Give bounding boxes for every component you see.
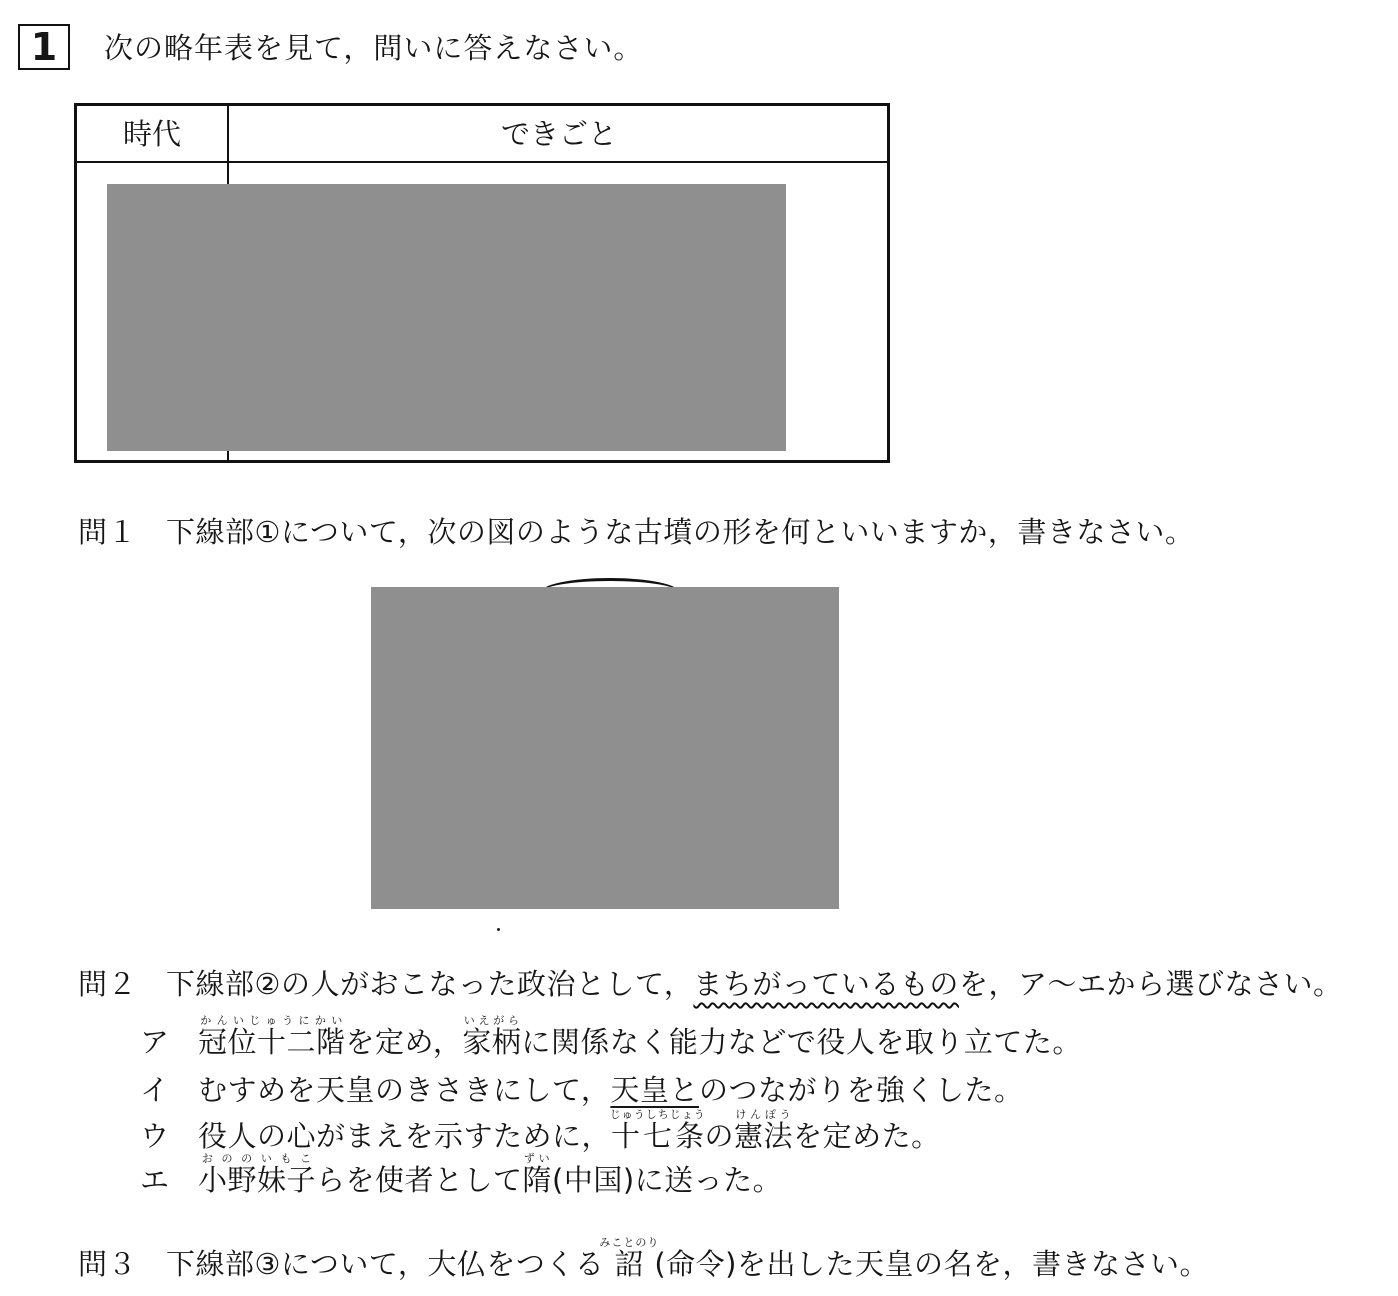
choice-a-text-1: を定め，	[345, 1025, 463, 1059]
question-2-text-after: を，ア～エから選びなさい。	[958, 967, 1343, 1001]
choice-a-label: ア	[140, 1025, 170, 1059]
choice-i-label: イ	[140, 1073, 170, 1107]
choice-i-underlined: 天皇と	[610, 1073, 699, 1107]
table-header-era: 時代	[122, 117, 181, 151]
redacted-kofun-figure	[371, 587, 839, 909]
choice-e-text-1: らを使者として	[316, 1163, 523, 1197]
choice-u-term-jushichijo: 十七条じゅうしちじょう	[609, 1108, 706, 1153]
question-2-label: 問２	[78, 967, 138, 1001]
choice-a	[140, 1014, 1082, 1061]
question-1-text: 下線部①について，次の図のような古墳の形を何といいますか，書きなさい。	[166, 515, 1195, 549]
choice-u-text-2: の	[704, 1119, 735, 1153]
choice-a-term-iegara: 家柄いえがら	[462, 1014, 522, 1059]
choice-u-label: ウ	[140, 1119, 170, 1153]
redacted-table-content	[107, 184, 786, 451]
choice-u	[140, 1108, 941, 1155]
question-number: 1	[30, 25, 58, 69]
choice-e-term-onono-imoko: 小野妹子おののいもこ	[198, 1152, 317, 1197]
question-2-emphasis: まちがっているもの	[693, 967, 959, 1001]
table-header-events: できごと	[500, 117, 617, 151]
question-2-text-before: 下線部②の人がおこなった政治として，	[166, 967, 694, 1001]
scan-dot	[497, 928, 500, 931]
choice-e-label: エ	[140, 1163, 170, 1197]
choice-a-term-kani: 冠位十二階かんいじゅうにかい	[198, 1014, 346, 1059]
question-3-term-mikotonori: 詔みことのり	[599, 1236, 660, 1281]
choice-u-term-kenpo: 憲法けんぽう	[734, 1108, 794, 1153]
question-1-label: 問１	[78, 515, 138, 549]
question-3-text-before: 下線部③について，大仏をつくる	[166, 1247, 605, 1281]
table-header-divider	[77, 161, 887, 163]
question-1	[78, 510, 1194, 551]
question-3-text-after: (命令)を出した天皇の名を，書きなさい。	[654, 1247, 1209, 1281]
question-number-box	[18, 24, 70, 70]
choice-a-text-2: に関係なく能力などで役人を取り立てた。	[521, 1025, 1082, 1059]
choice-u-text-3: を定めた。	[793, 1119, 941, 1153]
question-2	[78, 962, 1342, 1003]
instruction-text: 次の略年表を見て，問いに答えなさい。	[104, 31, 644, 65]
choice-u-text-1: 役人の心がまえを示すために，	[198, 1119, 612, 1153]
choice-i-text-1: むすめを天皇のきさきにして，	[198, 1073, 611, 1107]
choice-e	[140, 1152, 782, 1199]
choice-e-text-2: (中国)に送った。	[552, 1163, 783, 1197]
choice-e-term-zui: 隋ずい	[522, 1152, 553, 1197]
question-3	[78, 1236, 1209, 1283]
question-3-label: 問３	[78, 1247, 138, 1281]
choice-i	[140, 1068, 1023, 1109]
choice-i-text-2: のつながりを強くした。	[698, 1073, 1024, 1107]
